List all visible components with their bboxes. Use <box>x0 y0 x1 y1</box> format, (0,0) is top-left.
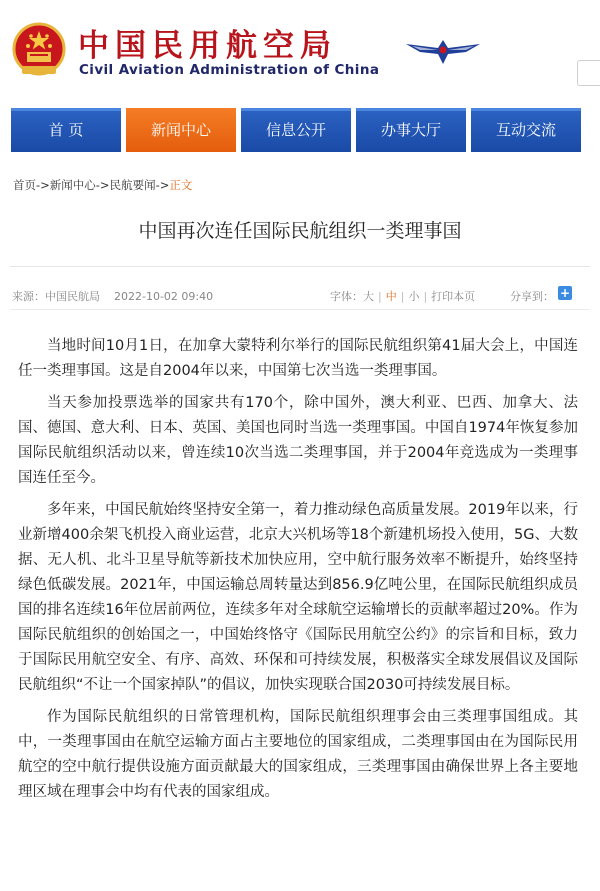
main-nav <box>0 108 600 154</box>
nav-item-label: 互动交流 <box>495 121 556 139</box>
article-body <box>18 334 578 812</box>
separator: | <box>423 290 428 303</box>
national-emblem-icon <box>12 22 66 80</box>
article-datetime: 2022-10-02 09:40 <box>114 290 214 303</box>
nav-stripe <box>471 108 581 111</box>
site-title-cn: 中国民用航空局 <box>78 28 337 64</box>
font-small-button[interactable]: 小 <box>408 290 420 303</box>
font-size-controls <box>330 288 475 304</box>
site-header <box>0 0 600 108</box>
article-paragraph: 当地时间10月1日，在加拿大蒙特利尔举行的国际民航组织第41届大会上，中国连任一类理事国。这是自2004年以来，中国第七次当选一类理事国。 <box>18 338 578 379</box>
nav-stripe <box>356 108 466 111</box>
separator: | <box>378 290 382 303</box>
caac-wings-logo-icon <box>404 34 482 70</box>
nav-item-home[interactable] <box>11 108 121 152</box>
font-large-button[interactable]: 大 <box>363 290 374 303</box>
nav-item-news-center[interactable] <box>126 108 236 152</box>
nav-item-label: 新闻中心 <box>150 121 211 139</box>
font-medium-button[interactable]: 中 <box>385 290 397 303</box>
article-paragraph: 多年来，中国民航始终坚持安全第一，着力推动绿色高质量发展。2019年以来，行业新增400余架飞机投入商业运营，北京大兴机场等18个新建机场投入使用，5G、大数据、无人机、北斗卫星导航等新技术加快应用，空中航行服务效率不断提升，始终坚持绿色低碳发展。2021年，中国运输总周转量达到856.9亿吨公里，在国际民航组织成员国的排名连续16年位居前两位，连续多年对全球航空运输增长的贡献率超过20%。作为国际民航组织的创始国之一，中国始终恪守《国际民用航空公约》的宗旨和目标，致力于国际民用航空安全、有序、高效、环保和可持续发展，积极落实全球发展倡议及国际民航组织“不让一个国家掉队”的倡议，加快实现联合国2030可持续发展目标。 <box>18 502 578 693</box>
search-input[interactable] <box>577 60 600 86</box>
breadcrumb-path[interactable]: 首页->新闻中心->民航要闻-> <box>13 178 170 192</box>
nav-item-service-hall[interactable] <box>356 108 466 152</box>
breadcrumb-current: 正文 <box>169 178 193 192</box>
share-label: 分享到： <box>510 290 554 303</box>
print-button[interactable]: 打印本页 <box>431 290 476 303</box>
article-paragraph: 作为国际民航组织的日常管理机构，国际民航组织理事会由三类理事国组成。其中，一类理事国由在航空运输方面占主要地位的国家组成，二类理事国由在为国际民用航空的空中航行提供设施方面贡献最大的国家组成，三类理事国由确保世界上各主要地理区域在理事会中均有代表的国家组成。 <box>18 709 578 800</box>
title-divider <box>10 266 590 267</box>
article-title: 中国再次连任国际民航组织一类理事国 <box>138 220 462 242</box>
nav-item-label: 信息公开 <box>265 121 326 139</box>
nav-item-interaction[interactable] <box>471 108 581 152</box>
nav-stripe <box>11 108 121 111</box>
nav-item-label: 首 页 <box>48 121 84 139</box>
separator: | <box>400 290 405 303</box>
nav-item-label: 办事大厅 <box>380 121 441 139</box>
nav-stripe <box>241 108 351 111</box>
article-paragraph: 当天参加投票选举的国家共有170个，除中国外，澳大利亚、巴西、加拿大、法国、德国、意大利、日本、英国、美国也同时当选一类理事国。中国自1974年恢复参加国际民航组织活动以来，曾连续10次当选二类理事国，并于2004年竞选成为一类理事国连任至今。 <box>18 395 578 486</box>
article-source: 来源：中国民航局 <box>12 290 100 303</box>
breadcrumb <box>13 177 192 193</box>
font-size-label: 字体： <box>330 290 363 303</box>
site-title-en: Civil Aviation Administration of China <box>79 62 380 78</box>
nav-item-info-disclosure[interactable] <box>241 108 351 152</box>
meta-divider <box>10 309 590 310</box>
share-plus-icon[interactable]: + <box>559 286 571 300</box>
article-meta <box>12 288 213 304</box>
